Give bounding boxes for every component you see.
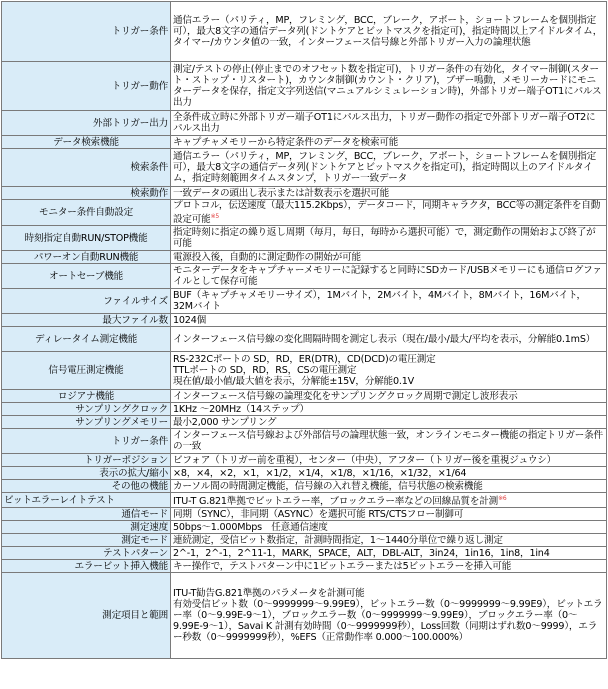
- spec-row: [2, 136, 607, 149]
- spec-value-text: 一致データの頭出し表示または計数表示を選択可能: [173, 187, 390, 199]
- spec-value-text: インターフェース信号線および外部信号の論理状態一致，オンラインモニター機能の指定トリガー条件の一致: [173, 430, 603, 453]
- spec-value-text: インターフェース信号線の論理変化をサンプリングクロック周期で測定し波形表示: [173, 390, 518, 402]
- spec-row: [2, 467, 607, 480]
- spec-value: [171, 403, 607, 416]
- spec-value: [171, 416, 607, 429]
- spec-value-text: 指定時刻に指定の繰り返し周期（毎月，毎日，毎時から選択可能）で，測定動作の開始および終了が可能: [173, 227, 596, 250]
- spec-label: トリガー条件: [2, 429, 171, 454]
- footnote-mark: ※5: [210, 213, 220, 220]
- spec-value-text: 1024個: [173, 314, 207, 326]
- spec-value: [171, 136, 607, 149]
- spec-table-body: [2, 2, 607, 659]
- spec-label: モニター条件自動設定: [2, 200, 171, 226]
- spec-label: 測定速度: [2, 521, 171, 534]
- spec-label: サンプリングクロック: [2, 403, 171, 416]
- spec-value: [171, 547, 607, 560]
- spec-value-text: キャプチャメモリーから特定条件のデータを検索可能: [173, 136, 399, 148]
- spec-label: テストパターン: [2, 547, 171, 560]
- spec-row: [2, 111, 607, 136]
- spec-value: [171, 149, 607, 187]
- spec-value: [171, 352, 607, 390]
- spec-label: 時刻指定自動RUN/STOP機能: [2, 226, 171, 251]
- spec-label: 最大ファイル数: [2, 314, 171, 327]
- spec-value-text: RS-232Cポートの SD，RD，ER(DTR)，CD(DCD)の電圧測定 TTLポートの SD，RD，RS，CSの電圧測定 現在値/最小値/最大値を表示，分解能±15V，分解能0.1V: [173, 354, 436, 388]
- spec-value-text: 同期（SYNC），非同期（ASYNC）を選択可能 RTS/CTSフロー制御可: [173, 508, 464, 520]
- spec-value: [171, 264, 607, 289]
- spec-row: [2, 493, 607, 508]
- spec-label: データ検索機能: [2, 136, 171, 149]
- spec-value-text: インターフェース信号線の変化間隔時間を測定し表示（現在/最小/最大/平均を表示，分解能0.1mS）: [173, 333, 596, 345]
- spec-row: [2, 289, 607, 314]
- spec-table: [1, 1, 607, 659]
- spec-value: [171, 226, 607, 251]
- spec-label: その他の機能: [2, 480, 171, 493]
- spec-label: 検索動作: [2, 187, 171, 200]
- spec-row: [2, 149, 607, 187]
- spec-label: オートセーブ機能: [2, 264, 171, 289]
- spec-value-text: 50bps〜1.000Mbps 任意通信速度: [173, 521, 328, 533]
- spec-label: トリガーポジション: [2, 454, 171, 467]
- spec-value: [171, 289, 607, 314]
- spec-value-text: 1KHz 〜20MHz（14ステップ）: [173, 403, 309, 415]
- spec-row: [2, 251, 607, 264]
- spec-row: [2, 560, 607, 573]
- spec-row: [2, 416, 607, 429]
- spec-value-text: プロトコル，伝送速度（最大115.2Kbps），データコード，同期キャラクタ，BCC等の測定条件を自動設定可能: [173, 200, 601, 226]
- spec-value: [171, 493, 607, 508]
- spec-label: ビットエラーレイトテスト: [2, 493, 171, 508]
- spec-label: 測定モード: [2, 534, 171, 547]
- spec-value-text: BUF（キャプチャメモリーサイズ），1Mバイト，2Mバイト，4Mバイト，8Mバイト，16Mバイト，32Mバイト: [173, 290, 586, 313]
- spec-value: [171, 251, 607, 264]
- spec-label: パワーオン自動RUN機能: [2, 251, 171, 264]
- spec-row: [2, 264, 607, 289]
- spec-value-text: 最小2,000 サンプリング: [173, 416, 277, 428]
- spec-row: [2, 534, 607, 547]
- footnote-mark: ※6: [498, 495, 507, 503]
- spec-value-text: 測定/テストの停止(停止までのオフセット数を指定可)，トリガー条件の有効化，タイマー制御(スタート・ストップ・リスタート)，カウンタ制御(カウント・クリア)，ブザー鳴動，メモリーカードにモニターデータを保存，指定文字列送信(マニュアルシミュレーション時)，外部トリガー端子OT1にパルス出力: [173, 64, 602, 108]
- spec-row: [2, 327, 607, 352]
- spec-label: ファイルサイズ: [2, 289, 171, 314]
- spec-value-text: カーソル間の時間測定機能，信号線の入れ替え機能，信号状態の検索機能: [173, 480, 483, 492]
- spec-row: [2, 403, 607, 416]
- spec-label: サンプリングメモリー: [2, 416, 171, 429]
- spec-value-text: ×8，×4，×2，×1，×1/2，×1/4，×1/8，×1/16，×1/32，×1/64: [173, 467, 467, 479]
- spec-value-text: キー操作で，テストパターン中に1ビットエラーまたは5ビットエラーを挿入可能: [173, 560, 512, 572]
- spec-value: [171, 454, 607, 467]
- spec-value: [171, 467, 607, 480]
- spec-label: 通信モード: [2, 508, 171, 521]
- spec-value: [171, 111, 607, 136]
- spec-row: [2, 454, 607, 467]
- spec-label: 検索条件: [2, 149, 171, 187]
- spec-row: [2, 390, 607, 403]
- spec-value-text: ビフォア（トリガー前を重視），センター（中央），アフター（トリガー後を重視ジュウシ）: [173, 454, 557, 466]
- spec-row: [2, 480, 607, 493]
- spec-row: [2, 521, 607, 534]
- spec-row: [2, 187, 607, 200]
- spec-value: [171, 314, 607, 327]
- spec-value: [171, 200, 607, 226]
- spec-label: ロジアナ機能: [2, 390, 171, 403]
- spec-value-text: 連続測定，受信ビット数指定，計測時間指定，1〜1440分単位で繰り返し測定: [173, 534, 503, 546]
- spec-row: [2, 573, 607, 659]
- spec-value-text: 全条件成立時に外部トリガー端子OT1にパルス出力，トリガー動作の指定で外部トリガー端子OT2にパルス出力: [173, 112, 596, 134]
- spec-label: 外部トリガー出力: [2, 111, 171, 136]
- spec-row: [2, 547, 607, 560]
- spec-value: [171, 429, 607, 454]
- spec-value-text: 通信エラー（パリティ，MP，フレミング，BCC，ブレーク，アボート，ショートフレームを個別指定可），最大8文字の通信データ列(ドントケアとビットマスクを指定可)，指定時間以上のアイドルタイム，指定時刻範囲タイムスタンプ，トリガー一致データ: [173, 151, 596, 184]
- spec-value-text: モニターデータをキャプチャーメモリーに記録すると同時にSDカード/USBメモリーにも通信ログファイルとして保存可能: [173, 265, 602, 288]
- spec-row: [2, 508, 607, 521]
- spec-value: [171, 521, 607, 534]
- spec-row: [2, 2, 607, 62]
- spec-row: [2, 352, 607, 390]
- spec-value-text: 電源投入後，自動的に測定動作の開始が可能: [173, 251, 361, 263]
- spec-value-text: ITU-T G.821準拠でビットエラー率，ブロックエラー率などの回線品質を計測: [173, 496, 499, 508]
- spec-row: [2, 429, 607, 454]
- spec-value: [171, 2, 607, 62]
- spec-label: 測定項目と範囲: [2, 573, 171, 659]
- spec-label: トリガー動作: [2, 62, 171, 111]
- spec-value: [171, 390, 607, 403]
- spec-row: [2, 314, 607, 327]
- spec-value-text: 2^-1，2^-1，2^11-1，MARK，SPACE，ALT，DBL-ALT，3in24，1in16，1in8，1in4: [173, 547, 550, 559]
- spec-label: 信号電圧測定機能: [2, 352, 171, 390]
- spec-label: ディレータイム測定機能: [2, 327, 171, 352]
- spec-label: トリガー条件: [2, 2, 171, 62]
- spec-row: [2, 200, 607, 226]
- spec-value: [171, 327, 607, 352]
- spec-value: [171, 560, 607, 573]
- spec-label: エラービット挿入機能: [2, 560, 171, 573]
- spec-value: [171, 573, 607, 659]
- spec-value-text: ITU-T勧告G.821準拠のパラメータを計測可能 有効受信ビット数（0〜9999999〜9.99E9），ビットエラー数（0〜9999999〜9.99E9），ビットエラー率（0〜9.99E-9〜1），ブロックエラー数（0〜9999999〜9.99E9），ブロックエラー率（0〜9.99E-9〜1），Savai K 計測有効時間（0〜9999999秒），Loss回数（同期はずれ数0〜9999），エラー秒数（0〜9999999秒），%EFS（正常動作率 0.000〜100.000%）: [173, 588, 603, 644]
- spec-value: [171, 508, 607, 521]
- spec-value: [171, 534, 607, 547]
- spec-row: [2, 226, 607, 251]
- spec-label: 表示の拡大/縮小: [2, 467, 171, 480]
- spec-value-text: 通信エラー（パリティ，MP，フレミング，BCC，ブレーク，アボート，ショートフレームを個別指定可），最大8文字の通信データ列(ドントケアとビットマスクを指定可)，指定時間以上アイドルタイム，タイマー/カウンタ値の一致，インターフェース信号線と外部トリガー入力の論理状態: [173, 15, 603, 48]
- spec-value: [171, 187, 607, 200]
- spec-value: [171, 480, 607, 493]
- spec-value: [171, 62, 607, 111]
- spec-row: [2, 62, 607, 111]
